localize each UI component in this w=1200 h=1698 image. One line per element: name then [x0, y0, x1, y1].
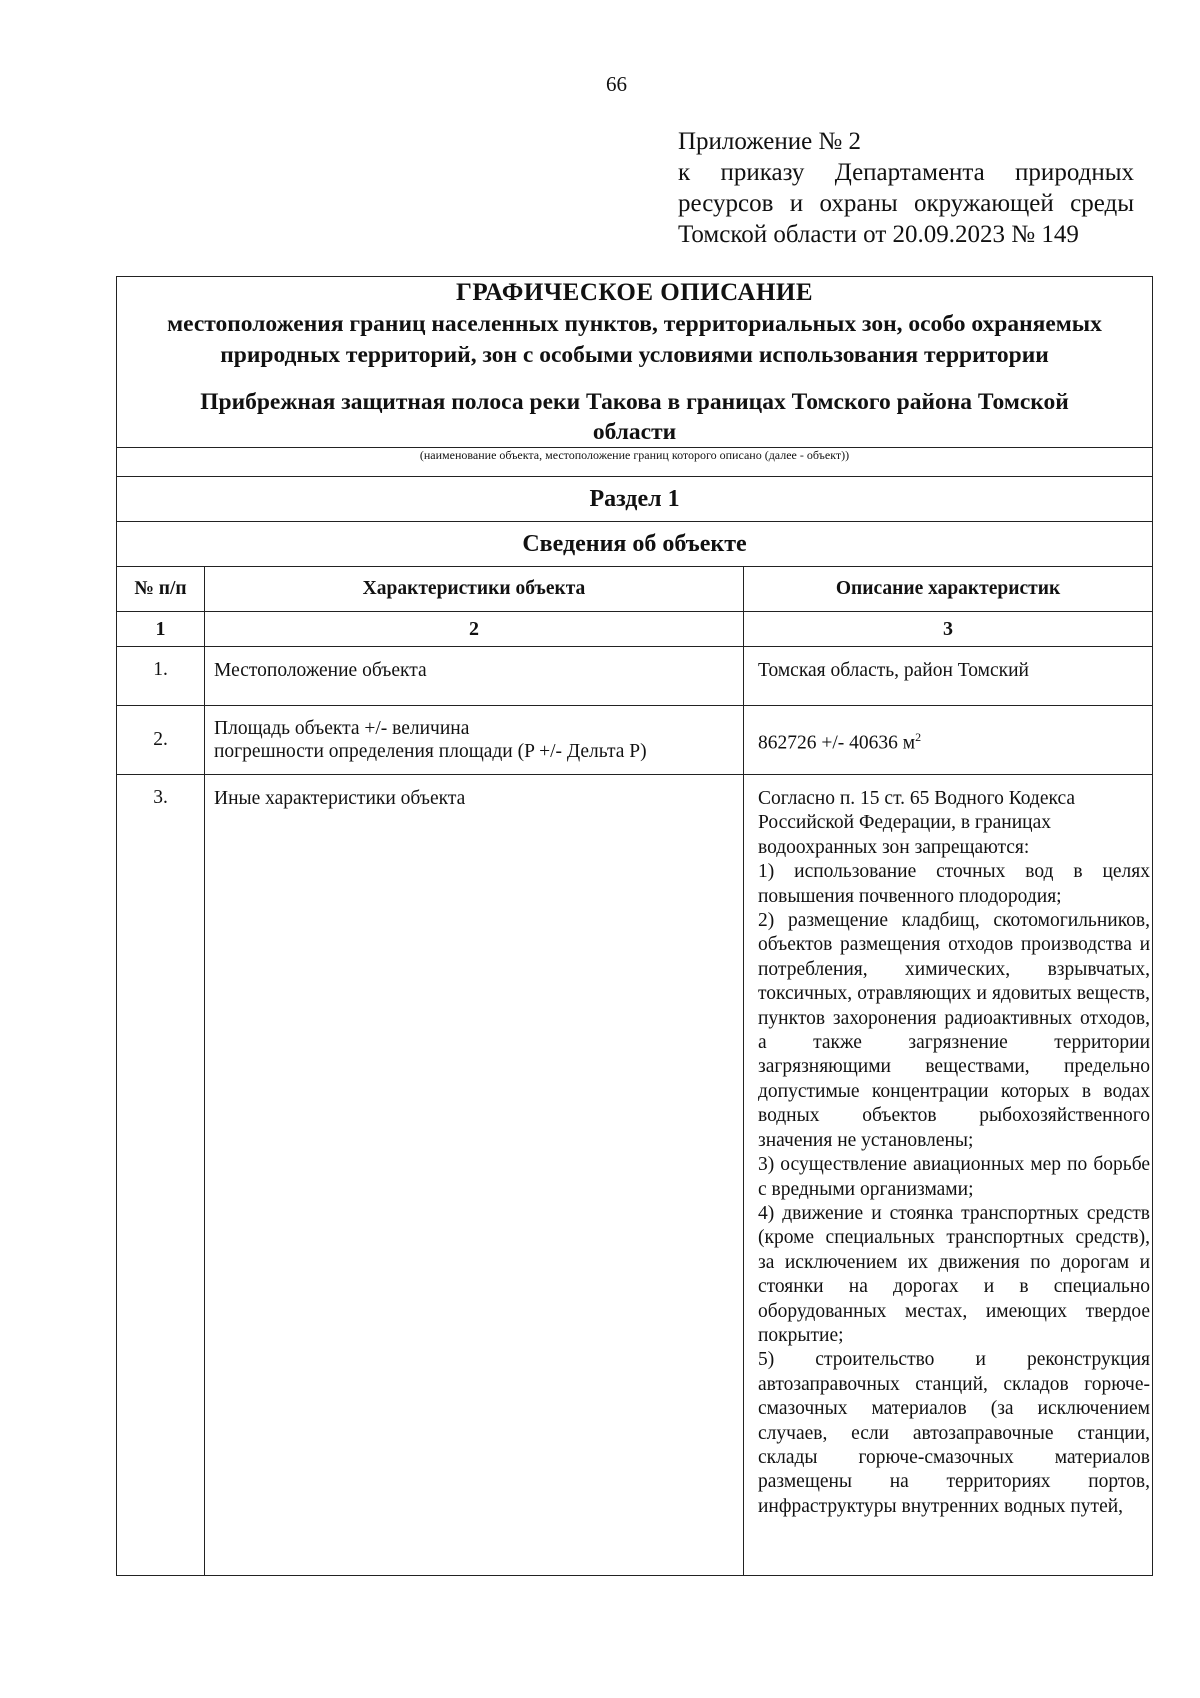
table-row [117, 647, 1153, 706]
characteristic-line-2: погрешности определения площади (P +/- Дельта P) [214, 741, 647, 762]
section-title: Сведения об объекте [117, 522, 1153, 567]
restriction-item: 1) использование сточных вод в целях повышения почвенного плодородия; [758, 861, 1151, 907]
row-description: Томская область, район Томский [744, 647, 1153, 706]
restriction-item: 5) строительство и реконструкция автозаправочных станций, складов горюче-смазочных материалов (за исключением случаев, если автозаправочные станции, склады горюче-смазочных материалов размещены на территориях портов, инфраструктуры внутренних водных путей, [758, 1349, 1151, 1517]
restrictions-intro: Согласно п. 15 ст. 65 Водного Кодекса Российской Федерации, в границах водоохранных зон запрещаются: [758, 788, 1076, 858]
restriction-item: 4) движение и стоянка транспортных средств (кроме специальных транспортных средств), за исключением их движения по дорогам и стоянки на дорогах и в специально оборудованных местах, имеющих твердое покрытие; [758, 1202, 1151, 1346]
restriction-item: 2) размещение кладбищ, скотомогильников, объектов размещения отходов производства и потребления, химических, взрывчатых, токсичных, отравляющих и ядовитых веществ, пунктов захоронения радиоактивных отходов, а также загрязнение территории загрязняющими веществами, предельно допустимые концентрации которых в водах водных объектов рыбохозяйственного значения не установлены; [758, 910, 1151, 1151]
column-number-1: 1 [117, 612, 205, 647]
appendix-line-2: к приказу Департамента природных [678, 159, 1134, 186]
row-characteristic: Местоположение объекта [205, 647, 744, 706]
appendix-line-1: Приложение № 2 [678, 128, 862, 155]
row-characteristic: Иные характеристики объекта [205, 775, 744, 1576]
object-name: Прибрежная защитная полоса реки Такова в границах Томского района Томской области [200, 389, 1069, 445]
document-title-block [117, 277, 1153, 448]
restrictions-text [744, 787, 1152, 1519]
area-value: 862726 +/- 40636 м [758, 732, 916, 754]
column-header-characteristic: Характеристики объекта [205, 567, 744, 612]
row-characteristic [205, 706, 744, 775]
column-header-description: Описание характеристик [744, 567, 1153, 612]
document-title: ГРАФИЧЕСКОЕ ОПИСАНИЕ [455, 279, 814, 306]
section-heading: Раздел 1 [117, 477, 1153, 522]
appendix-line-3: ресурсов и охраны окружающей среды [678, 190, 1134, 217]
area-unit-exponent: 2 [915, 729, 922, 744]
object-info-table [116, 276, 1153, 1576]
row-number: 3. [117, 775, 205, 1576]
row-description [744, 706, 1153, 775]
column-number-2: 2 [205, 612, 744, 647]
table-row [117, 775, 1153, 1576]
table-row [117, 706, 1153, 775]
column-header-number: № п/п [117, 567, 205, 612]
row-number: 1. [117, 647, 205, 706]
characteristic-line-1: Площадь объекта +/- величина [214, 718, 470, 739]
restriction-item: 3) осуществление авиационных мер по борьбе с вредными организмами; [758, 1154, 1151, 1200]
appendix-note [678, 126, 1134, 250]
document-subtitle: местоположения границ населенных пунктов, территориальных зон, особо охраняемых природных территорий, зон с особыми условиями использования территории [167, 311, 1102, 368]
object-caption: (наименование объекта, местоположение границ которого описано (далее - объект)) [117, 448, 1153, 477]
column-number-3: 3 [744, 612, 1153, 647]
row-number: 2. [117, 706, 205, 775]
row-description [744, 775, 1153, 1576]
page-number: 66 [606, 72, 627, 96]
appendix-line-4: Томской области от 20.09.2023 № 149 [678, 221, 1079, 248]
